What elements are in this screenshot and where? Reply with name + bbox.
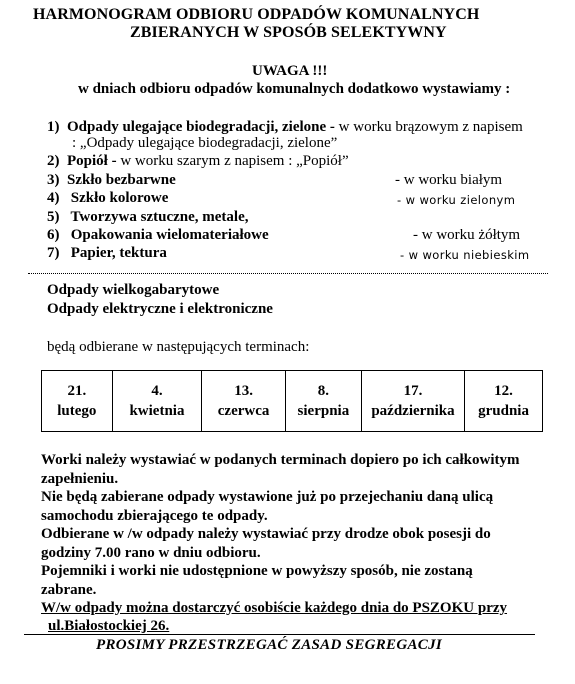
date-cell: 8. sierpnia: [285, 371, 361, 432]
list-item: 2) Popiół - w worku szarym z napisem : „Popiół”: [47, 153, 349, 169]
list-item-bag: - w worku niebieskim: [400, 248, 530, 262]
rule-text: zapełnieniu.: [41, 471, 119, 487]
date-cell: 13. czerwca: [202, 371, 286, 432]
rule-text: Pojemniki i worki nie udostępnione w powyższy sposób, nie zostaną: [41, 563, 473, 579]
list-item-continuation: : „Odpady ulegające biodegradacji, zielone”: [72, 135, 338, 151]
terms-intro: będą odbierane w następujących terminach:: [47, 339, 310, 355]
list-item: 6) Opakowania wielomateriałowe: [47, 227, 269, 243]
list-item: 1) Odpady ulegające biodegradacji, zielone - w worku brązowym z napisem: [47, 119, 523, 135]
collection-dates-table: [41, 370, 543, 432]
rule-text: Odbierane w /w odpady należy wystawiać przy drodze obok posesji do: [41, 526, 491, 542]
footer-slogan: PROSIMY PRZESTRZEGAĆ ZASAD SEGREGACJI: [96, 637, 443, 653]
list-item-bag: - w worku żółtym: [413, 227, 521, 243]
list-item: 5) Tworzywa sztuczne, metale,: [47, 209, 249, 225]
horizontal-rule: [24, 634, 535, 635]
list-item: 4) Szkło kolorowe: [47, 190, 169, 206]
date-cell: 12. grudnia: [465, 371, 543, 432]
date-cell: 4. kwietnia: [112, 371, 202, 432]
rule-text: Nie będą zabierane odpady wystawione już po przejechaniu daną ulicą: [41, 489, 494, 505]
document-title-line1: HARMONOGRAM ODBIORU ODPADÓW KOMUNALNYCH: [33, 6, 480, 23]
list-item-bag: - w worku białym: [395, 172, 503, 188]
date-cell: 17. października: [361, 371, 464, 432]
document-title-line2: ZBIERANYCH W SPOSÓB SELEKTYWNY: [130, 24, 447, 41]
rule-text: zabrane.: [41, 582, 97, 598]
list-item: 3) Szkło bezbarwne: [47, 172, 176, 188]
pszok-address: ul.Białostockiej 26.: [48, 618, 170, 634]
notice-subheading: w dniach odbioru odpadów komunalnych dodatkowo wystawiamy :: [78, 81, 511, 97]
dotted-separator: [28, 273, 548, 274]
rule-text: samochodu zbierającego te odpady.: [41, 508, 268, 524]
list-item: 7) Papier, tektura: [47, 245, 167, 261]
rule-text: godziny 7.00 rano w dniu odbioru.: [41, 545, 261, 561]
electronic-waste-label: Odpady elektryczne i elektroniczne: [47, 301, 273, 317]
notice-heading: UWAGA !!!: [252, 63, 328, 79]
bulky-waste-label: Odpady wielkogabarytowe: [47, 282, 220, 298]
pszok-note: W/w odpady można dostarczyć osobiście każdego dnia do PSZOKU przy: [41, 600, 508, 616]
list-item-bag: - w worku zielonym: [397, 193, 516, 207]
rule-text: Worki należy wystawiać w podanych terminach dopiero po ich całkowitym: [41, 452, 520, 468]
date-cell: 21. lutego: [42, 371, 113, 432]
